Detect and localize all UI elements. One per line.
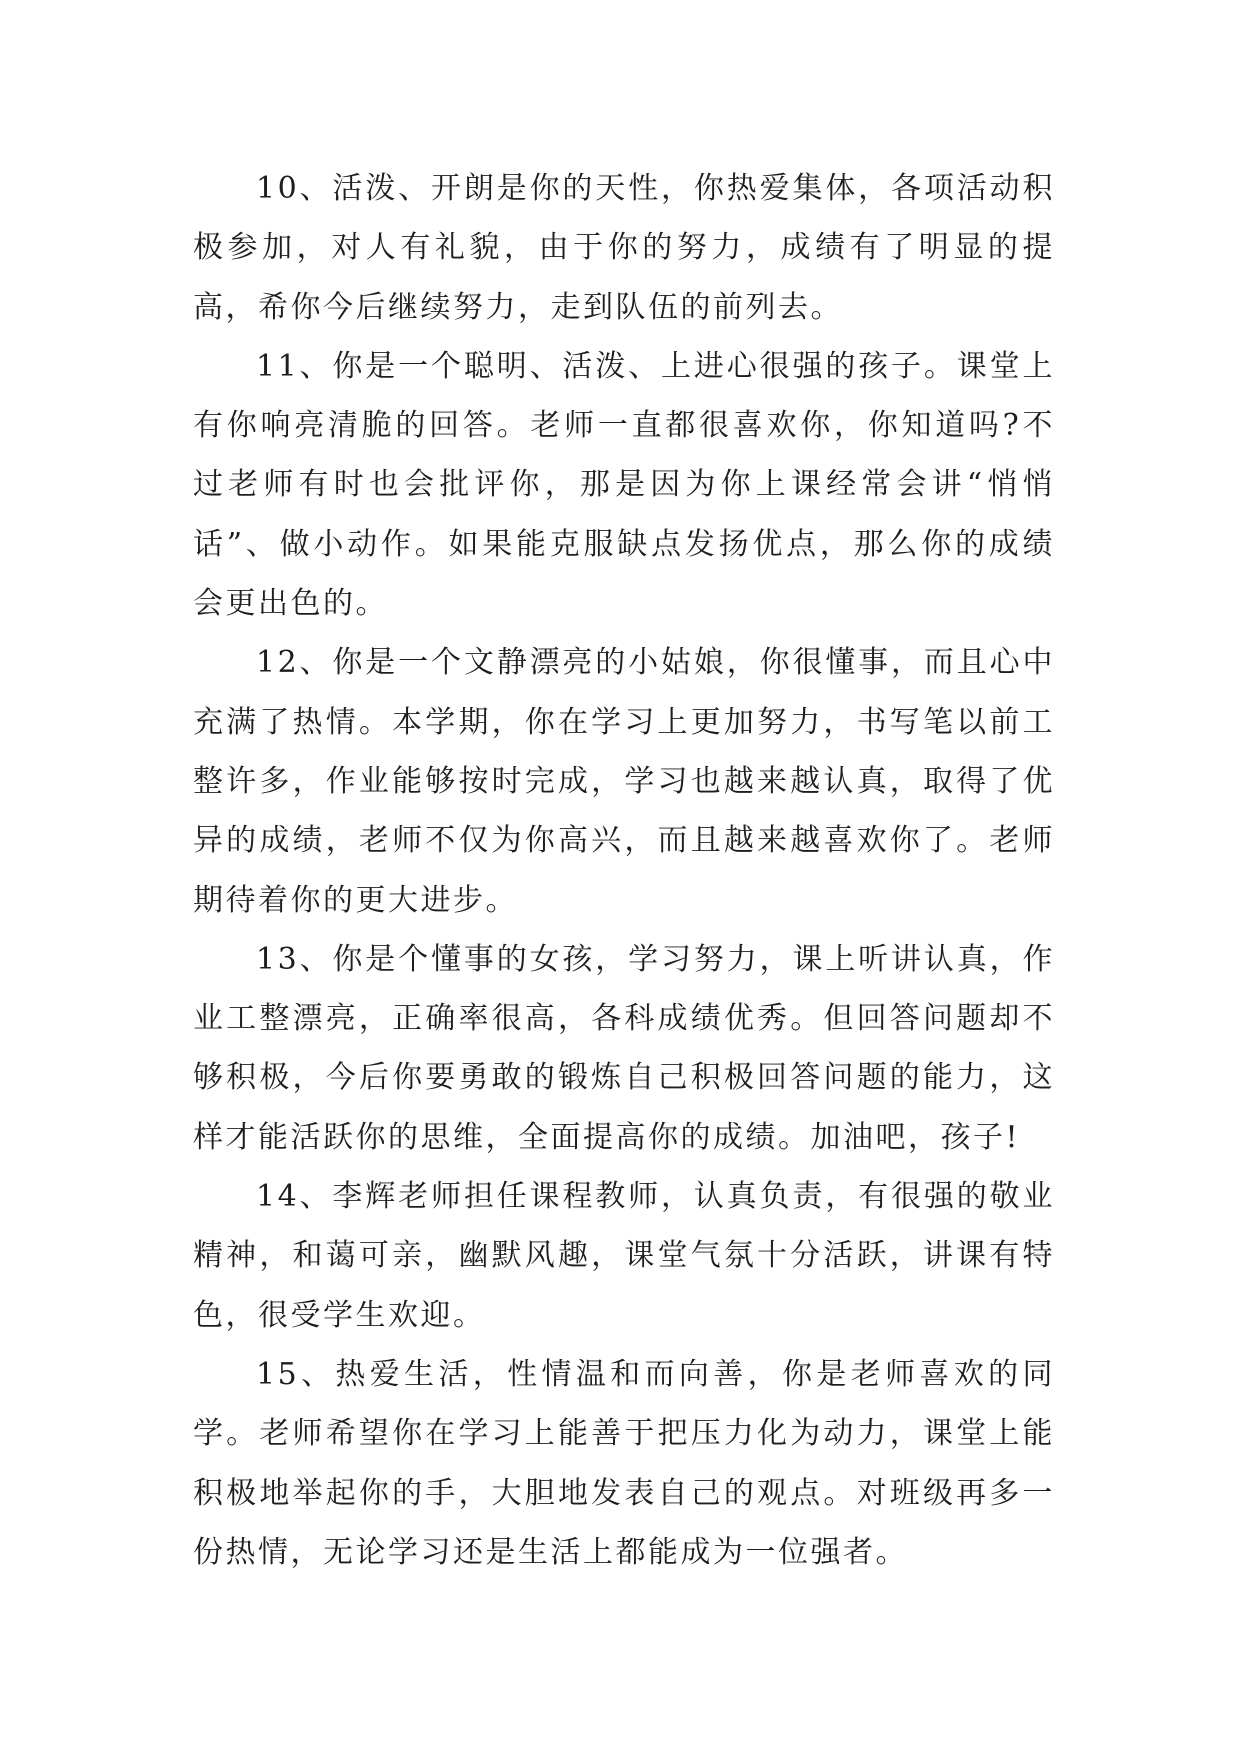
paragraph-12: 12、你是一个文静漂亮的小姑娘，你很懂事，而且心中充满了热情。本学期，你在学习上更加努力，书写笔以前工整许多，作业能够按时完成，学习也越来越认真，取得了优异的成绩，老师不仅为你高兴，而且越来越喜欢你了。老师期待着你的更大进步。 — [193, 645, 1055, 918]
document-body — [193, 159, 1055, 1582]
paragraph-10: 10、活泼、开朗是你的天性，你热爱集体，各项活动积极参加，对人有礼貌，由于你的努力，成绩有了明显的提高，希你今后继续努力，走到队伍的前列去。 — [193, 171, 1055, 325]
paragraph-14: 14、李辉老师担任课程教师，认真负责，有很强的敬业精神，和蔼可亲，幽默风趣，课堂气氛十分活跃，讲课有特色，很受学生欢迎。 — [193, 1179, 1055, 1333]
paragraph-15: 15、热爱生活，性情温和而向善，你是老师喜欢的同学。老师希望你在学习上能善于把压力化为动力，课堂上能积极地举起你的手，大胆地发表自己的观点。对班级再多一份热情，无论学习还是生活上都能成为一位强者。 — [193, 1356, 1055, 1570]
paragraph-11: 11、你是一个聪明、活泼、上进心很强的孩子。课堂上有你响亮清脆的回答。老师一直都很喜欢你，你知道吗?不过老师有时也会批评你，那是因为你上课经常会讲“悄悄话”、做小动作。如果能克服缺点发扬优点，那么你的成绩会更出色的。 — [193, 348, 1055, 622]
paragraph-13: 13、你是个懂事的女孩，学习努力，课上听讲认真，作业工整漂亮，正确率很高，各科成绩优秀。但回答问题却不够积极，今后你要勇敢的锻炼自己积极回答问题的能力，这样才能活跃你的思维，全面提高你的成绩。加油吧，孩子! — [193, 941, 1055, 1155]
